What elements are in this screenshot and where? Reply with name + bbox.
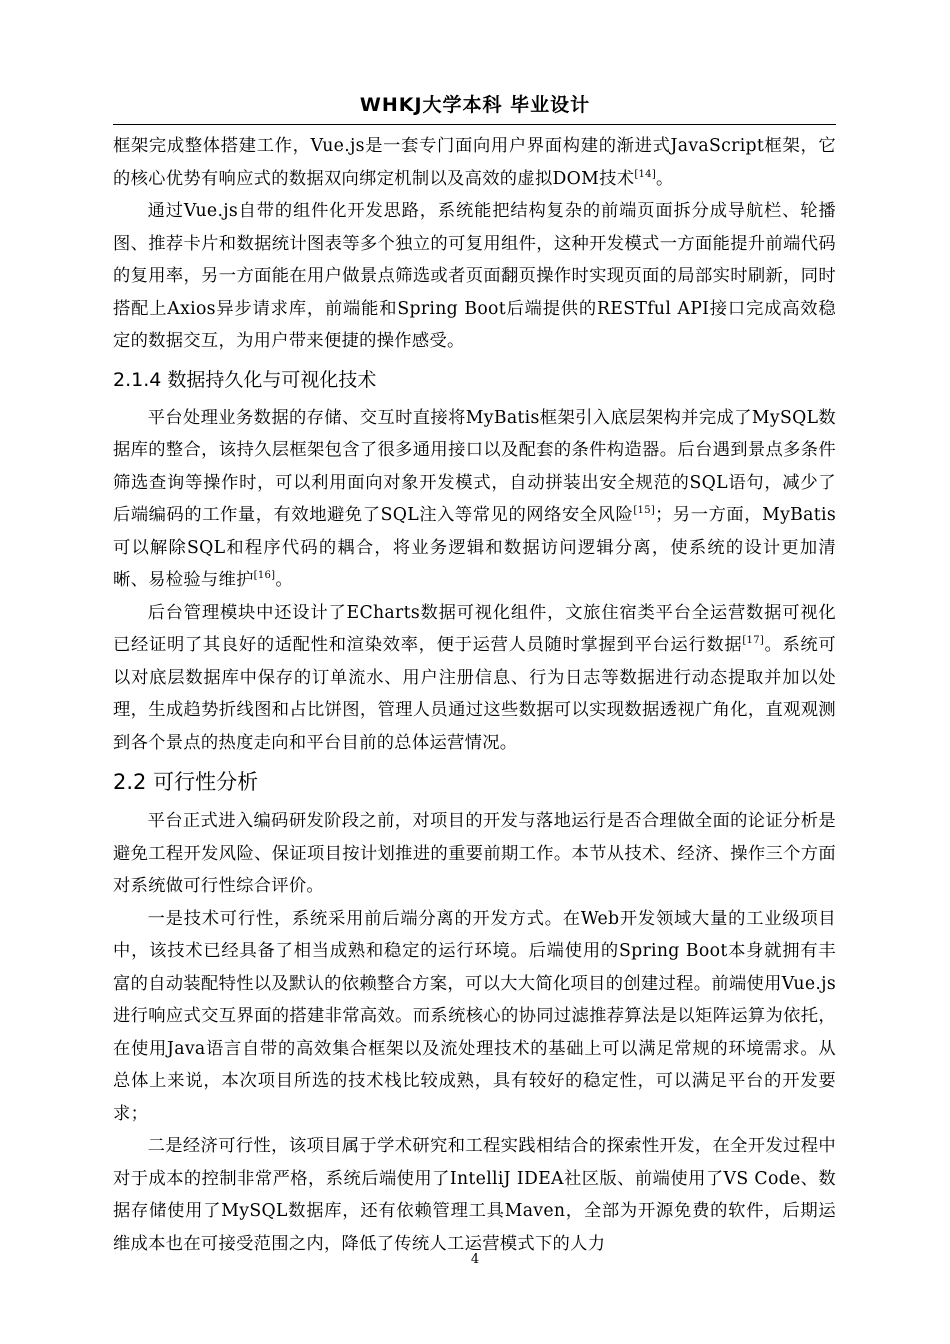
body-paragraph — [113, 195, 836, 358]
body-paragraph — [113, 903, 836, 1131]
paragraph-text: ；另一方面，MyBatis可以解除SQL和程序代码的耦合，将业务逻辑和数据访问逻辑分离，使系统的设计更加清晰、易检验与维护 — [113, 505, 837, 590]
page-number: 4 — [470, 1252, 480, 1267]
section-heading: 2.2 可行性分析 — [113, 770, 259, 794]
paragraph-text: 后台管理模块中还设计了ECharts数据可视化组件，文旅住宿类平台全运营数据可视化已经证明了其良好的适配性和渲染效率，便于运营人员随时掌握到平台运行数据 — [113, 602, 836, 655]
paragraph-text: 。 — [275, 570, 293, 590]
paragraph-text: 一是技术可行性，系统采用前后端分离的开发方式。在Web开发领域大量的工业级项目中，该技术已经具备了相当成熟和稳定的运行环境。后端使用的Spring Boot本身就拥有丰富的自动装配特性以及默认的依赖整合方案，可以大大简化项目的创建过程。前端使用Vue.js进行响应式交互界面的搭建非常高效。而系统核心的协同过滤推荐算法是以矩阵运算为依托，在使用Java语言自带的高效集合框架以及流处理技术的基础上可以满足常规的环境需求。从总体上来说，本次项目所选的技术栈比较成熟，具有较好的稳定性，可以满足平台的开发要求； — [113, 908, 836, 1124]
subsection-heading: 2.1.4 数据持久化与可视化技术 — [113, 368, 377, 391]
body-content — [113, 130, 836, 1260]
paragraph-text: 。 — [656, 168, 674, 189]
citation-ref: [15] — [633, 505, 656, 517]
page-header: WHKJ大学本科 毕业设计 — [359, 94, 591, 116]
paragraph-text: 框架完成整体搭建工作，Vue.js是一套专门面向用户界面构建的渐进式JavaScript框架，它的核心优势有响应式的数据双向绑定机制以及高效的虚拟DOM技术 — [113, 136, 836, 189]
paragraph-text: 二是经济可行性，该项目属于学术研究和工程实践相结合的探索性开发，在全开发过程中对于成本的控制非常严格，系统后端使用了IntelliJ IDEA社区版、前端使用了VS Code、数据存储使用了MySQL数据库，还有依赖管理工具Maven，全部为开源免费的软件，后期运维成本也在可接受范围之内，降低了传统人工运营模式下的人力 — [113, 1136, 836, 1254]
paragraph-text: 平台正式进入编码研发阶段之前，对项目的开发与落地运行是否合理做全面的论证分析是避免工程开发风险、保证项目按计划推进的重要前期工作。本节从技术、经济、操作三个方面对系统做可行性综合评价。 — [113, 811, 836, 896]
citation-ref: [17] — [742, 635, 765, 647]
header-rule — [113, 124, 836, 125]
paragraph-text: 平台处理业务数据的存储、交互时直接将MyBatis框架引入底层架构并完成了MySQL数据库的整合，该持久层框架包含了很多通用接口以及配套的条件构造器。后台遇到景点多条件筛选查询等操作时，可以利用面向对象开发模式，自动拼装出安全规范的SQL语句，减少了后端编码的工作量，有效地避免了SQL注入等常见的网络安全风险 — [113, 407, 836, 525]
citation-ref: [14] — [634, 168, 657, 180]
body-paragraph — [113, 597, 836, 760]
body-paragraph — [113, 1130, 836, 1260]
body-paragraph — [113, 130, 836, 195]
paragraph-text: 。系统可以对底层数据库中保存的订单流水、用户注册信息、行为日志等数据进行动态提取并加以处理，生成趋势折线图和占比饼图，管理人员通过这些数据可以实现数据透视广角化，直观观测到各个景点的热度走向和平台目前的总体运营情况。 — [113, 635, 836, 753]
paragraph-text: 通过Vue.js自带的组件化开发思路，系统能把结构复杂的前端页面拆分成导航栏、轮播图、推荐卡片和数据统计图表等多个独立的可复用组件，这种开发模式一方面能提升前端代码的复用率，另一方面能在用户做景点筛选或者页面翻页操作时实现页面的局部实时刷新，同时搭配上Axios异步请求库，前端能和Spring Boot后端提供的RESTful API接口完成高效稳定的数据交互，为用户带来便捷的操作感受。 — [113, 201, 836, 351]
citation-ref: [16] — [253, 570, 276, 582]
body-paragraph — [113, 805, 836, 903]
body-paragraph — [113, 402, 836, 597]
